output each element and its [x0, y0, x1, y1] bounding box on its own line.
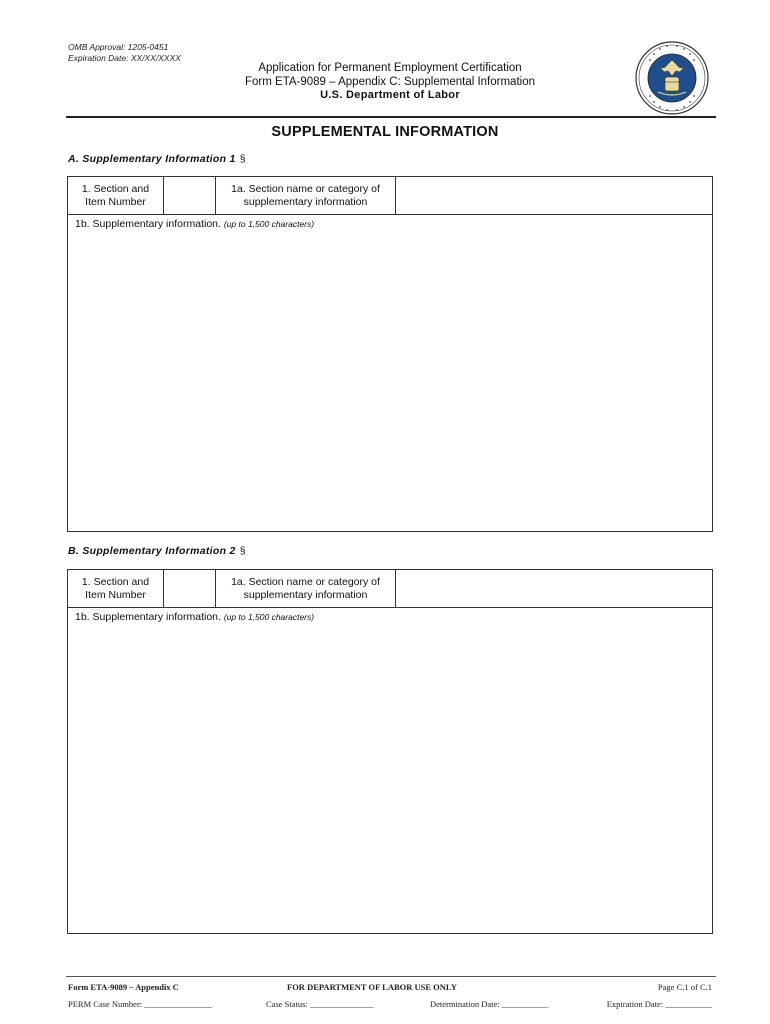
- page-title: SUPPLEMENTAL INFORMATION: [271, 124, 499, 140]
- footer-dol-use: FOR DEPARTMENT OF LABOR USE ONLY: [287, 982, 457, 992]
- footer-case-status: Case Status: _______________: [266, 999, 374, 1009]
- label-line: 1a. Section name or category of: [231, 183, 380, 195]
- label-line: 1a. Section name or category of: [231, 576, 380, 588]
- section-b-item-number-label: [68, 570, 164, 607]
- footer-expiration-date: Expiration Date: ___________: [606, 999, 712, 1009]
- form-subtitle: Form ETA-9089 – Appendix C: Supplemental Information: [245, 75, 535, 88]
- label-line: Item Number: [85, 589, 146, 601]
- header-rule: [66, 116, 716, 118]
- section-a-info-textarea[interactable]: [68, 215, 712, 531]
- section-b-box: [67, 569, 713, 934]
- section-a-symbol: §: [239, 153, 246, 165]
- omb-approval: OMB Approval: 1205-0451: [68, 42, 169, 52]
- label-line: Item Number: [85, 196, 146, 208]
- section-b-header-row: [68, 570, 712, 608]
- section-b-heading: [68, 545, 246, 557]
- department-of-labor-seal-icon: [634, 40, 710, 116]
- section-a-item-number-label: [68, 177, 164, 214]
- section-a-category-input[interactable]: [396, 177, 712, 214]
- footer-form-id: Form ETA-9089 – Appendix C: [68, 982, 179, 992]
- info-label-text: 1b. Supplementary information.: [75, 218, 221, 230]
- section-b-info-textarea[interactable]: [68, 608, 712, 933]
- section-b-category-label: [216, 570, 396, 607]
- info-label-note: (up to 1,500 characters): [223, 612, 315, 622]
- form-title: Application for Permanent Employment Certification: [258, 62, 522, 74]
- section-b-category-input[interactable]: [396, 570, 712, 607]
- omb-expiration-date: Expiration Date: XX/XX/XXXX: [68, 53, 181, 63]
- omb-info: [68, 42, 181, 64]
- label-line: 1. Section and: [81, 183, 150, 195]
- footer-rule: [66, 976, 716, 977]
- form-title-block: [200, 62, 580, 103]
- label-line: supplementary information: [243, 196, 368, 208]
- footer-case-number: PERM Case Number: ________________: [68, 999, 213, 1009]
- section-a-item-number-input[interactable]: [164, 177, 216, 214]
- section-b-title: B. Supplementary Information 2: [68, 545, 236, 557]
- section-a-box: [67, 176, 713, 532]
- footer-page-number: Page C.1 of C.1: [657, 982, 712, 992]
- footer-determination-date: Determination Date: ___________: [430, 999, 549, 1009]
- label-line: 1. Section and: [81, 576, 150, 588]
- section-b-item-number-input[interactable]: [164, 570, 216, 607]
- info-label-text: 1b. Supplementary information.: [75, 611, 221, 623]
- label-line: supplementary information: [243, 589, 368, 601]
- section-a-heading: [68, 153, 246, 165]
- info-label-note: (up to 1,500 characters): [223, 219, 315, 229]
- agency-name: U.S. Department of Labor: [320, 89, 460, 101]
- section-b-symbol: §: [239, 545, 246, 557]
- section-a-title: A. Supplementary Information 1: [68, 153, 236, 165]
- section-a-header-row: [68, 177, 712, 215]
- section-a-category-label: [216, 177, 396, 214]
